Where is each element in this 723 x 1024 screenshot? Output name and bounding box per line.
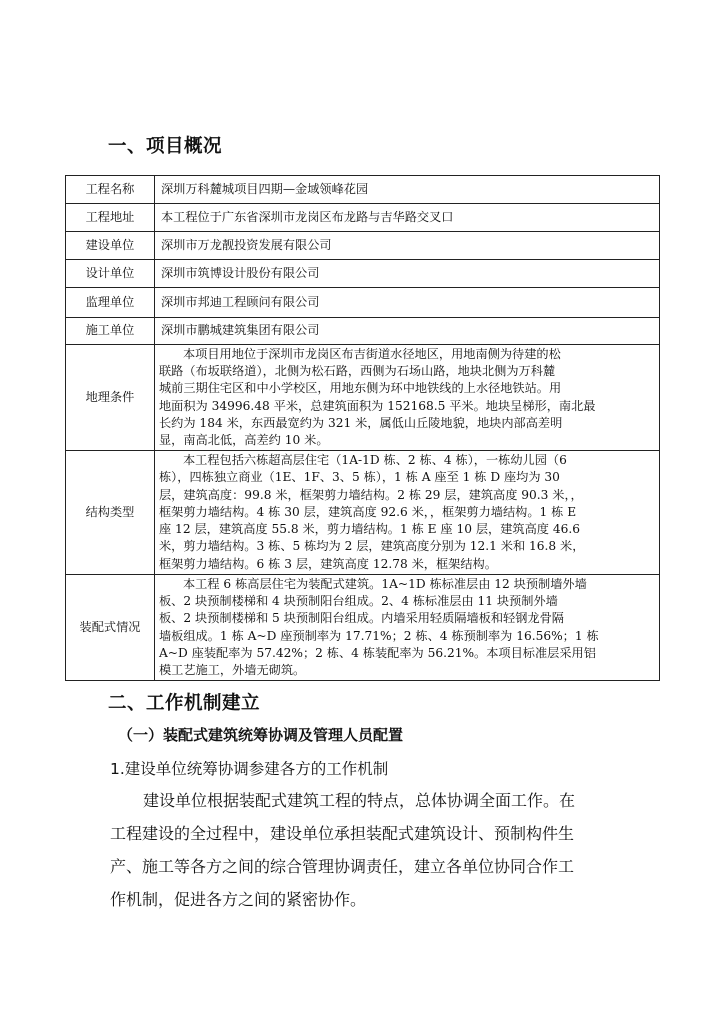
geology-text [155, 345, 660, 451]
paragraph-line: 建设单位根据装配式建筑工程的特点，总体协调全面工作。在 [143, 791, 576, 810]
project-info-table [65, 175, 660, 681]
paragraph-line: 产、施工等各方之间的综合管理协调责任，建立各单位协同合作工 [110, 857, 575, 876]
prefab-text [155, 575, 660, 681]
row-label: 监理单位 [66, 288, 155, 318]
text-line: 框架剪力墙结构。6 栋 3 层，建筑高度 12.78 米，框架结构。 [159, 556, 497, 571]
text-line: 本项目用地位于深圳市龙岗区布吉街道水径地区，用地南侧为待建的松 [183, 346, 561, 361]
row-label: 工程名称 [66, 176, 155, 204]
paragraph-line: 作机制，促进各方之间的紧密协作。 [110, 890, 367, 909]
text-line: 地面积为 34996.48 平米，总建筑面积为 152168.5 平米。地块呈梯形，南北最 [159, 398, 596, 413]
text-line: 栋），四栋独立商业（1E、1F、3、5 栋），1 栋 A 座至 1 栋 D 座均为 30 [159, 470, 560, 485]
row-label: 装配式情况 [66, 575, 155, 681]
text-line: 层，建筑高度：99.8 米，框架剪力墙结构。2 栋 29 层，建筑高度 90.3 米，， [159, 487, 583, 502]
item-heading: 1.建设单位统筹协调参建各方的工作机制 [110, 760, 389, 778]
row-value: 深圳市万龙靓投资发展有限公司 [155, 232, 660, 260]
table-row-structure [66, 451, 660, 575]
row-label: 施工单位 [66, 318, 155, 345]
table-row [66, 232, 660, 260]
table-row [66, 318, 660, 345]
row-value: 深圳市邦迪工程顾问有限公司 [155, 288, 660, 318]
row-value: 本工程位于广东省深圳市龙岗区布龙路与吉华路交叉口 [155, 204, 660, 232]
table-row [66, 288, 660, 318]
text-line: 板、2 块预制楼梯和 4 块预制阳台组成。2、4 栋标准层由 11 块预制外墙 [159, 593, 558, 608]
row-label: 建设单位 [66, 232, 155, 260]
row-label: 结构类型 [66, 451, 155, 575]
row-value: 深圳市筑博设计股份有限公司 [155, 260, 660, 288]
text-line: 联路（布坂联络道），北侧为松石路，西侧为石场山路，地块北侧为万科麓 [159, 363, 556, 378]
text-line: A~D 座装配率为 57.42%；2 栋、4 栋装配率为 56.21%。本项目标准层采用铝 [159, 645, 596, 660]
section-heading-work-mechanism: 二、工作机制建立 [108, 693, 261, 714]
table-row-geology [66, 345, 660, 451]
text-line: 本工程包括六栋超高层住宅（1A-1D 栋、2 栋、4 栋），一栋幼儿园（6 [183, 452, 567, 467]
text-line: 框架剪力墙结构。4 栋 30 层，建筑高度 92.6 米，，框架剪力墙结构。1 栋 E [159, 504, 577, 519]
table-row-prefab [66, 575, 660, 681]
row-label: 设计单位 [66, 260, 155, 288]
table-row [66, 260, 660, 288]
row-label: 地理条件 [66, 345, 155, 451]
text-line: 板、2 块预制楼梯和 5 块预制阳台组成。内墙采用轻质隔墙板和轻钢龙骨隔 [159, 611, 564, 626]
structure-text [155, 451, 660, 575]
row-value: 深圳市鹏城建筑集团有限公司 [155, 318, 660, 345]
text-line: 座 12 层，建筑高度 55.8 米，剪力墙结构。1 栋 E 座 10 层，建筑高度 46.6 [159, 522, 580, 537]
text-line: 模工艺施工，外墙无砌筑。 [159, 663, 306, 678]
text-line: 本工程 6 栋高层住宅为装配式建筑。1A~1D 栋标准层由 12 块预制墙外墙 [183, 576, 587, 591]
text-line: 显，南高北低，高差约 10 米。 [159, 433, 329, 448]
row-label: 工程地址 [66, 204, 155, 232]
text-line: 米，剪力墙结构。3 栋、5 栋均为 2 层，建筑高度分别为 12.1 米和 16.8 米， [159, 539, 585, 554]
section-heading-project-overview: 一、项目概况 [108, 136, 223, 157]
table-row [66, 204, 660, 232]
text-line: 墙板组成。1 栋 A~D 座预制率为 17.71%；2 栋、4 栋预制率为 16.56%；1 栋 [159, 628, 599, 643]
paragraph-line: 工程建设的全过程中，建设单位承担装配式建筑设计、预制构件生 [110, 824, 575, 843]
row-value: 深圳万科麓城项目四期—金域领峰花园 [155, 176, 660, 204]
subsection-heading: （一）装配式建筑统筹协调及管理人员配置 [118, 726, 404, 744]
table-row [66, 176, 660, 204]
text-line: 长约为 184 米，东西最宽约为 321 米，属低山丘陵地貌，地块内部高差明 [159, 415, 563, 430]
text-line: 城前三期住宅区和中小学校区，用地东侧为环中地铁线的上水径地铁站。用 [159, 381, 562, 396]
